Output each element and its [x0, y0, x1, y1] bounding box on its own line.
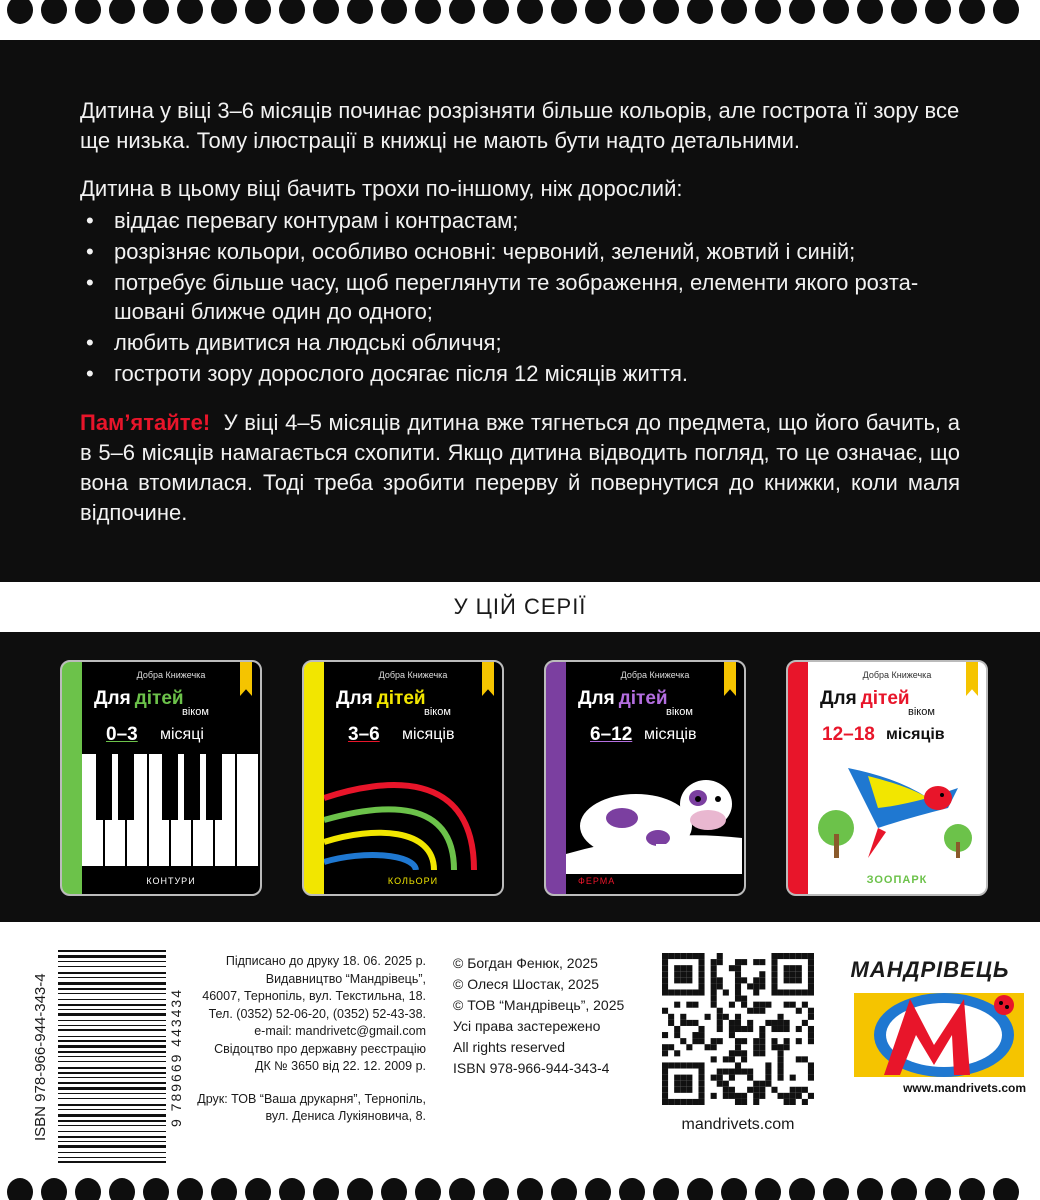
book-cover-12-18[interactable] [786, 660, 988, 896]
book-spine [62, 662, 82, 894]
book-spine [304, 662, 324, 894]
book-months: місяців [886, 726, 945, 743]
remember-text: У віці 4–5 місяців дитина вже тягнеться до предмета, що його бачить, а в 5–6 місяців намагається схопити. Якщо дитина відводить погляд, то це означає, що вона втомилася. Тоді треба зробити перерву й повернутися до книжки, коли маля відпочине. [80, 410, 960, 525]
imprint-line: Свідоцтво про державну реєстрацію [214, 1041, 426, 1056]
series-books [0, 632, 1040, 922]
book-title-word: Для [578, 688, 615, 709]
parrot-illustration [808, 758, 984, 858]
paragraph-intro: Дитина у віці 3–6 місяців починає розрізняти більше кольорів, але гострота її зору все ще низька. Тому ілюстрації в книжці не мають бути надто детальними. [80, 98, 960, 153]
book-cover-0-3[interactable] [60, 660, 262, 896]
book-vik: віком [424, 706, 451, 718]
book-title-word: Для [820, 688, 857, 709]
list-item: • любить дивитися на людські обличчя; [80, 328, 960, 357]
book-title-highlight: дітей [134, 688, 184, 709]
printer-line: вул. Дениса Лукіяновича, 8. [265, 1109, 426, 1123]
book-months: місяців [402, 726, 455, 743]
printer-line: Друк: ТОВ “Ваша друкарня”, Тернопіль, [197, 1091, 426, 1106]
publisher-logo [834, 953, 1026, 1103]
scalloped-top-edge [0, 0, 1040, 30]
book-face [566, 662, 744, 894]
book-vik: віком [182, 706, 209, 718]
imprint-line: ДК № 3650 від 22. 12. 2009 р. [255, 1059, 426, 1073]
book-brand: Добра Книжечка [862, 670, 932, 680]
book-age: 6–12 [590, 724, 633, 745]
book-series: ФЕРМА [578, 876, 616, 886]
list-item: • розрізняє кольори, особливо основні: червоний, зелений, жовтий і синій; [80, 237, 960, 266]
copyright-line: © ТОВ “Мандрівець”, 2025 [453, 997, 625, 1013]
book-title [336, 688, 426, 710]
book-face [82, 662, 260, 894]
imprint-line: Видавництво “Мандрівець”, [265, 971, 426, 986]
copyright-line: © Богдан Фенюк, 2025 [453, 955, 598, 971]
book-title-highlight: дітей [860, 688, 910, 709]
book-vik: віком [666, 706, 693, 718]
book-cover-3-6[interactable] [302, 660, 504, 896]
book-spine [546, 662, 566, 894]
copyright-block [453, 953, 653, 1079]
remember-label: Пам’ятайте! [80, 410, 211, 435]
book-spine [788, 662, 808, 894]
logo-url: www.mandrivets.com [903, 1081, 1026, 1095]
copyright-line: © Олеся Шостак, 2025 [453, 976, 600, 992]
book-face [324, 662, 502, 894]
rights-line: Усі права застережено [453, 1018, 601, 1034]
book-series: КОЛЬОРИ [387, 876, 439, 886]
barcode [58, 950, 168, 1165]
book-series: КОНТУРИ [82, 876, 260, 886]
barcode-digits: 9 789669 443434 [168, 988, 184, 1127]
list-item: • гостроти зору дорослого досягає після 12 місяців життя. [80, 359, 960, 388]
paragraph-lead: Дитина в цьому віці бачить трохи по-іншому, ніж дорослий: [80, 176, 683, 201]
logo-emblem-icon [854, 985, 1024, 1081]
book-title-highlight: дітей [618, 688, 668, 709]
isbn-line: ISBN 978-966-944-343-4 [453, 1060, 610, 1076]
imprint-line: Тел. (0352) 52-06-20, (0352) 52-43-38. [208, 1006, 426, 1021]
cow-illustration [566, 758, 742, 874]
book-series: ЗООПАРК [866, 874, 928, 886]
list-item: • потребує більше часу, щоб переглянути те зображення, елементи якого розта-шовані ближче один до одного; [80, 268, 960, 326]
list-item: • віддає перевагу контурам і контрастам; [80, 206, 960, 235]
book-cover-6-12[interactable] [544, 660, 746, 896]
info-panel [0, 40, 1040, 582]
book-brand: Добра Книжечка [378, 670, 448, 680]
qr-code[interactable] [662, 953, 814, 1105]
book-title [820, 688, 910, 710]
book-age: 0–3 [106, 724, 138, 745]
book-title [94, 688, 184, 710]
imprint-line: Підписано до друку 18. 06. 2025 р. [225, 954, 426, 968]
book-title-word: Для [336, 688, 373, 709]
book-title-word: Для [94, 688, 131, 709]
paragraph-remember [80, 408, 960, 528]
rights-line: All rights reserved [453, 1039, 566, 1055]
book-brand: Добра Книжечка [620, 670, 690, 680]
book-brand: Добра Книжечка [136, 670, 206, 680]
logo-wordmark: МАНДРІВЕЦЬ [850, 957, 1010, 982]
color-lines-illustration [324, 758, 500, 870]
book-title-highlight: дітей [376, 688, 426, 709]
isbn-vertical: ISBN 978-966-944-343-4 [32, 973, 49, 1142]
scalloped-bottom-edge [0, 1170, 1040, 1200]
book-vik: віком [908, 706, 935, 718]
book-age: 12–18 [822, 724, 875, 745]
series-heading: У ЦІЙ СЕРІЇ [453, 594, 587, 619]
imprint-block [190, 953, 426, 1126]
book-months: місяців [644, 726, 697, 743]
piano-keys-illustration [82, 754, 258, 866]
book-months: місяці [160, 726, 204, 743]
website-link[interactable]: mandrivets.com [681, 1116, 795, 1133]
bullet-list [80, 206, 960, 390]
book-title [578, 688, 668, 710]
book-age: 3–6 [348, 724, 380, 745]
imprint-email: e-mail: mandrivetc@gmail.com [254, 1024, 426, 1038]
imprint-line: 46007, Тернопіль, вул. Текстильна, 18. [202, 989, 426, 1003]
book-face [808, 662, 986, 894]
